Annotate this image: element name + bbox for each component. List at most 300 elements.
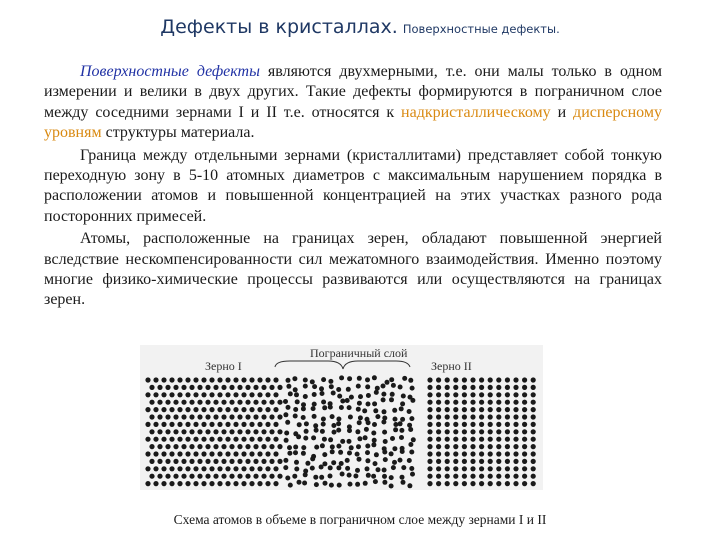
atom <box>462 466 467 471</box>
atom <box>427 407 432 412</box>
atom <box>401 465 406 470</box>
atom <box>488 459 493 464</box>
atom <box>173 385 178 390</box>
atom <box>312 402 317 407</box>
atom <box>197 414 202 419</box>
atom <box>357 376 362 381</box>
atom <box>284 431 289 436</box>
atom <box>233 422 238 427</box>
atom <box>323 481 328 486</box>
atom <box>331 460 336 465</box>
atom <box>245 400 250 405</box>
atom <box>286 378 291 383</box>
atom <box>385 380 390 385</box>
atom <box>328 465 333 470</box>
atom <box>193 451 198 456</box>
atom <box>277 474 282 479</box>
atom <box>185 407 190 412</box>
atom <box>237 429 242 434</box>
atom <box>185 377 190 382</box>
atom <box>201 466 206 471</box>
atom <box>225 422 230 427</box>
atom <box>365 444 370 449</box>
atom <box>400 475 405 480</box>
atom <box>205 444 210 449</box>
atom <box>331 423 336 428</box>
atom <box>209 392 214 397</box>
atom <box>381 384 386 389</box>
atom <box>169 466 174 471</box>
atom <box>185 437 190 442</box>
figure-caption: Схема атомов в объеме в пограничном слое между зернами I и II <box>173 512 547 527</box>
atom <box>205 459 210 464</box>
atom <box>365 377 370 382</box>
atom <box>427 429 432 434</box>
atom <box>436 414 441 419</box>
atom <box>347 439 352 444</box>
atom <box>513 444 518 449</box>
atom <box>522 474 527 479</box>
atom <box>201 481 206 486</box>
atom <box>145 377 150 382</box>
atom <box>389 397 394 402</box>
atom <box>217 451 222 456</box>
atom <box>522 377 527 382</box>
atom <box>221 459 226 464</box>
atom <box>522 459 527 464</box>
atom <box>470 474 475 479</box>
atom <box>149 474 154 479</box>
atom <box>286 405 291 410</box>
atom <box>177 451 182 456</box>
atom <box>496 481 501 486</box>
atom <box>339 375 344 380</box>
atom <box>453 422 458 427</box>
atom <box>410 398 415 403</box>
atom <box>355 468 360 473</box>
atom <box>357 457 362 462</box>
atom <box>462 385 467 390</box>
atom <box>349 395 354 400</box>
atom <box>522 481 527 486</box>
atom <box>505 385 510 390</box>
atom <box>193 422 198 427</box>
atom <box>505 451 510 456</box>
atom <box>217 377 222 382</box>
atom <box>261 385 266 390</box>
atom <box>505 444 510 449</box>
atom <box>257 451 262 456</box>
atom <box>287 451 292 456</box>
atom <box>427 451 432 456</box>
atom <box>269 459 274 464</box>
atom <box>374 452 379 457</box>
atom <box>305 461 310 466</box>
atom <box>185 481 190 486</box>
atom <box>261 474 266 479</box>
atom <box>382 480 387 485</box>
atom <box>470 377 475 382</box>
atom <box>531 429 536 434</box>
atom <box>470 444 475 449</box>
atom <box>470 437 475 442</box>
atom <box>257 466 262 471</box>
atom <box>265 481 270 486</box>
atom <box>496 444 501 449</box>
atom <box>177 481 182 486</box>
atom <box>165 385 170 390</box>
atom <box>436 385 441 390</box>
atom <box>273 481 278 486</box>
atom <box>197 444 202 449</box>
atom <box>345 398 350 403</box>
atom <box>261 414 266 419</box>
atom <box>189 385 194 390</box>
atom <box>400 449 405 454</box>
atom <box>488 407 493 412</box>
atom <box>409 466 414 471</box>
atom <box>217 481 222 486</box>
atom <box>339 461 344 466</box>
atom <box>213 459 218 464</box>
atom <box>398 458 403 463</box>
atom <box>285 420 290 425</box>
atom <box>330 444 335 449</box>
atom <box>177 422 182 427</box>
atom <box>347 473 352 478</box>
atom <box>233 466 238 471</box>
atom <box>462 392 467 397</box>
atom <box>286 384 291 389</box>
atom <box>496 392 501 397</box>
atom <box>201 451 206 456</box>
atom <box>445 451 450 456</box>
atom <box>277 429 282 434</box>
atom <box>319 465 324 470</box>
atom <box>513 429 518 434</box>
atom <box>496 377 501 382</box>
atom <box>445 414 450 419</box>
atom <box>312 384 317 389</box>
atom <box>277 400 282 405</box>
atom <box>366 393 371 398</box>
atom <box>303 436 308 441</box>
atom <box>157 385 162 390</box>
atom <box>209 481 214 486</box>
atom <box>427 459 432 464</box>
atom <box>153 392 158 397</box>
atom <box>193 392 198 397</box>
atom <box>399 406 404 411</box>
atom <box>310 379 315 384</box>
atom <box>470 414 475 419</box>
atom <box>249 466 254 471</box>
atom <box>375 414 380 419</box>
atom <box>249 392 254 397</box>
atom <box>382 409 387 414</box>
atom <box>513 422 518 427</box>
atom <box>340 472 345 477</box>
atom <box>462 474 467 479</box>
atom <box>245 444 250 449</box>
boundary-brace <box>275 361 410 369</box>
atom <box>253 429 258 434</box>
atom <box>363 481 368 486</box>
atom <box>349 445 354 450</box>
atom <box>410 472 415 477</box>
atom <box>301 445 306 450</box>
atom <box>197 385 202 390</box>
atom <box>427 444 432 449</box>
atom <box>157 474 162 479</box>
atom <box>356 407 361 412</box>
atom <box>348 415 353 420</box>
atom <box>277 459 282 464</box>
atom <box>257 407 262 412</box>
atom <box>237 459 242 464</box>
body-text <box>44 62 662 311</box>
atom <box>355 452 360 457</box>
atom <box>365 450 370 455</box>
atom <box>293 407 298 412</box>
atom <box>173 459 178 464</box>
atom <box>237 385 242 390</box>
atom <box>225 407 230 412</box>
atom <box>245 414 250 419</box>
atom-diagram <box>140 345 543 490</box>
atom <box>462 377 467 382</box>
atom <box>462 451 467 456</box>
atom <box>312 414 317 419</box>
atom <box>145 466 150 471</box>
atom <box>373 461 378 466</box>
atom <box>237 400 242 405</box>
atom <box>513 481 518 486</box>
atom <box>273 437 278 442</box>
atom <box>273 422 278 427</box>
atom <box>407 458 412 463</box>
atom <box>328 437 333 442</box>
atom <box>382 450 387 455</box>
atom <box>488 377 493 382</box>
atom <box>391 383 396 388</box>
atom <box>320 443 325 448</box>
atom <box>445 400 450 405</box>
atom <box>365 466 370 471</box>
atom <box>513 466 518 471</box>
atom <box>470 392 475 397</box>
atom <box>314 482 319 487</box>
slide-title <box>0 16 720 38</box>
atom <box>401 394 406 399</box>
atom <box>217 466 222 471</box>
atom <box>285 476 290 481</box>
grain-boundary-figure <box>140 345 543 490</box>
atom <box>479 377 484 382</box>
atom <box>161 407 166 412</box>
atom <box>436 459 441 464</box>
atom <box>310 466 315 471</box>
atom <box>347 405 352 410</box>
atom <box>375 386 380 391</box>
atom <box>505 414 510 419</box>
atom <box>402 376 407 381</box>
atom <box>237 414 242 419</box>
atom <box>371 431 376 436</box>
atom <box>296 434 301 439</box>
atom <box>453 466 458 471</box>
paragraph-1 <box>44 62 662 144</box>
atom <box>365 384 370 389</box>
atom <box>257 437 262 442</box>
atom <box>169 451 174 456</box>
atom <box>371 442 376 447</box>
atom <box>241 466 246 471</box>
atom <box>398 421 403 426</box>
atom <box>245 429 250 434</box>
atom <box>357 401 362 406</box>
atom <box>462 429 467 434</box>
atom <box>205 474 210 479</box>
atom <box>283 412 288 417</box>
atom <box>340 399 345 404</box>
atom <box>479 429 484 434</box>
atom <box>462 400 467 405</box>
atom <box>297 480 302 485</box>
atom <box>496 414 501 419</box>
atom <box>479 385 484 390</box>
atom <box>253 385 258 390</box>
atom <box>427 474 432 479</box>
atom <box>522 400 527 405</box>
atom <box>427 400 432 405</box>
atom <box>513 451 518 456</box>
atom <box>233 451 238 456</box>
atom <box>233 392 238 397</box>
atom <box>364 427 369 432</box>
atom <box>209 407 214 412</box>
atom <box>161 392 166 397</box>
atom <box>181 444 186 449</box>
atom <box>336 421 341 426</box>
atom <box>149 414 154 419</box>
atom <box>407 409 412 414</box>
atom <box>209 377 214 382</box>
atom <box>505 377 510 382</box>
atom <box>445 474 450 479</box>
atom <box>445 429 450 434</box>
atom <box>479 437 484 442</box>
atom <box>153 481 158 486</box>
atom <box>181 400 186 405</box>
atom <box>462 444 467 449</box>
atom <box>372 438 377 443</box>
atom <box>479 400 484 405</box>
atom <box>393 427 398 432</box>
level-dispersed: дисперсному уровням <box>44 103 662 142</box>
atom <box>205 385 210 390</box>
atom <box>488 474 493 479</box>
atom <box>249 377 254 382</box>
atom <box>277 414 282 419</box>
atom <box>165 474 170 479</box>
atom <box>153 437 158 442</box>
atom <box>221 444 226 449</box>
atom <box>209 437 214 442</box>
atom <box>313 423 318 428</box>
atom <box>531 392 536 397</box>
atom <box>294 467 299 472</box>
atom <box>245 459 250 464</box>
atom <box>277 444 282 449</box>
atom <box>330 414 335 419</box>
atom <box>496 385 501 390</box>
atom <box>496 422 501 427</box>
atom <box>513 400 518 405</box>
atom <box>177 377 182 382</box>
atom <box>393 422 398 427</box>
atom <box>382 468 387 473</box>
atom <box>531 444 536 449</box>
atom <box>488 451 493 456</box>
atom <box>374 390 379 395</box>
atom <box>453 459 458 464</box>
atom <box>522 392 527 397</box>
atom <box>153 466 158 471</box>
atom <box>145 407 150 412</box>
atom <box>265 407 270 412</box>
atom <box>366 402 371 407</box>
atom <box>392 460 397 465</box>
atom <box>149 459 154 464</box>
atom <box>265 422 270 427</box>
atom <box>358 394 363 399</box>
atom <box>165 400 170 405</box>
atom <box>513 474 518 479</box>
atom <box>505 437 510 442</box>
atom <box>531 474 536 479</box>
atom <box>331 391 336 396</box>
atom <box>197 400 202 405</box>
atom <box>445 392 450 397</box>
paragraph-1-text-c: структуры материала. <box>101 124 255 142</box>
atom <box>177 407 182 412</box>
atom <box>320 429 325 434</box>
atom <box>319 475 324 480</box>
atom <box>488 437 493 442</box>
atom <box>245 385 250 390</box>
atom <box>201 422 206 427</box>
atom <box>181 474 186 479</box>
atom <box>261 400 266 405</box>
atom <box>273 466 278 471</box>
atom <box>273 407 278 412</box>
atom <box>436 466 441 471</box>
atom <box>221 385 226 390</box>
atom <box>479 474 484 479</box>
atom <box>347 451 352 456</box>
atom <box>189 474 194 479</box>
atom <box>241 481 246 486</box>
atom <box>436 377 441 382</box>
atom <box>322 452 327 457</box>
atom <box>496 429 501 434</box>
atom <box>336 428 341 433</box>
atom <box>229 459 234 464</box>
atom <box>189 444 194 449</box>
atom <box>531 422 536 427</box>
atom <box>531 385 536 390</box>
